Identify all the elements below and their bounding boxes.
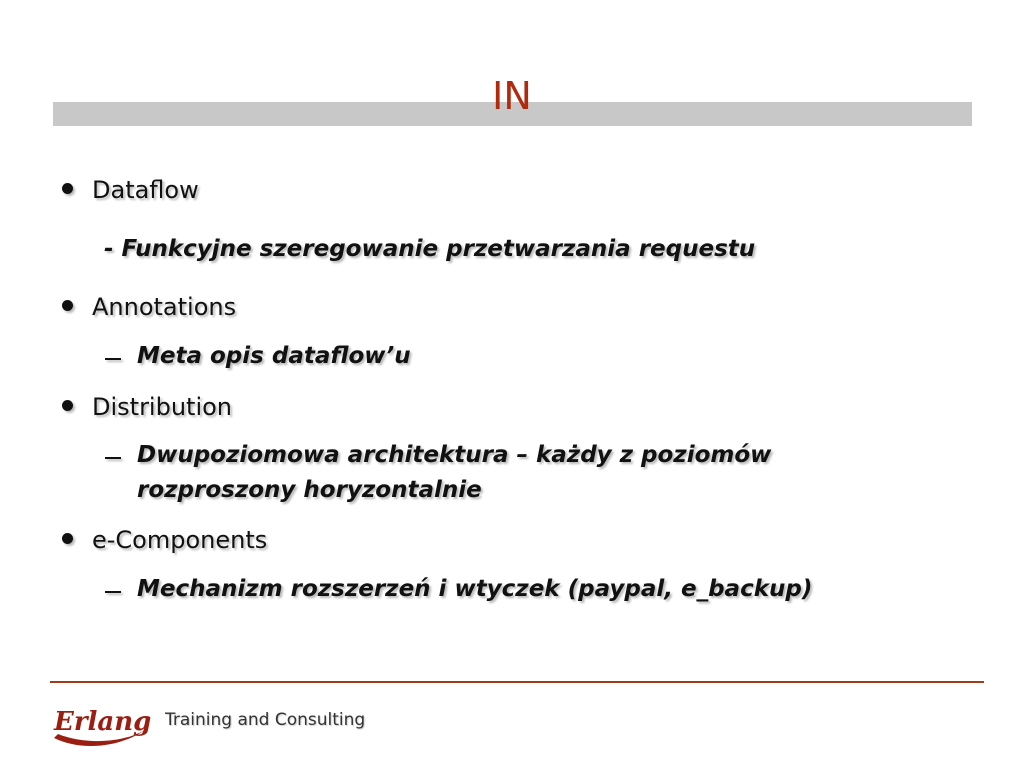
bullet-item-distribution: Distribution <box>92 393 233 421</box>
svg-text:Erlang: Erlang <box>54 707 152 737</box>
sub-item-dataflow: - Funkcyjne szeregowanie przetwarzania requestu <box>104 236 756 262</box>
dash-icon <box>105 358 121 360</box>
bullet-icon <box>62 533 73 544</box>
bullet-item-e-components: e-Components <box>92 526 268 554</box>
bullet-item-annotations: Annotations <box>92 293 237 321</box>
bullet-item-dataflow: Dataflow <box>92 176 199 204</box>
sub-item-distribution-line1: Dwupoziomowa architektura – każdy z poziomów <box>137 442 772 468</box>
dash-icon <box>105 591 121 593</box>
bullet-icon <box>62 300 73 311</box>
footer-tagline: Training and Consulting <box>165 710 366 730</box>
slide-title: IN <box>492 74 532 118</box>
bullet-icon <box>62 183 73 194</box>
footer-rule <box>50 681 984 683</box>
erlang-logo <box>48 698 158 756</box>
sub-item-annotations: Meta opis dataflow’u <box>137 343 411 369</box>
sub-item-distribution-line2: rozproszony horyzontalnie <box>137 477 482 503</box>
bullet-icon <box>62 400 73 411</box>
dash-icon <box>105 457 121 459</box>
sub-item-e-components: Mechanizm rozszerzeń i wtyczek (paypal, e_backup) <box>137 576 813 602</box>
